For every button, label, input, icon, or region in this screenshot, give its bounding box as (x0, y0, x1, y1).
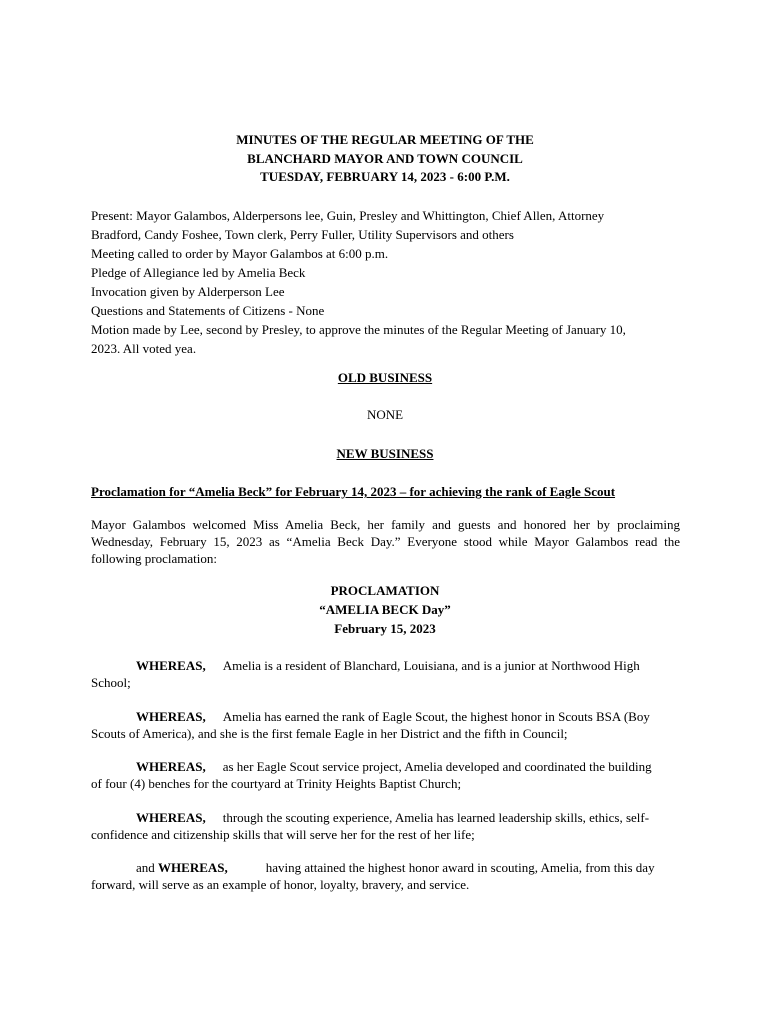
questions-line: Questions and Statements of Citizens - None (91, 303, 325, 318)
proclamation-date: February 15, 2023 (334, 621, 436, 636)
whereas-text: as her Eagle Scout service project, Amelia developed and coordinated the building (222, 759, 652, 774)
called-to-order: Meeting called to order by Mayor Galambos at 6:00 p.m. (91, 246, 389, 261)
whereas-text-continued: confidence and citizenship skills that will serve her for the rest of her life; (91, 827, 475, 842)
minutes-header (0, 131, 770, 187)
whereas-text: having attained the highest honor award in scouting, Amelia, from this day (265, 860, 655, 875)
header-line-3: TUESDAY, FEBRUARY 14, 2023 - 6:00 P.M. (260, 169, 510, 184)
proclamation-subtitle: “AMELIA BECK Day” (319, 602, 451, 617)
whereas-text-continued: Scouts of America), and she is the first female Eagle in her District and the fifth in Council; (91, 726, 568, 741)
proclamation-heading (0, 581, 770, 638)
header-line-1: MINUTES OF THE REGULAR MEETING OF THE (236, 132, 534, 147)
whereas-clause (91, 809, 680, 843)
whereas-clause (91, 758, 680, 792)
present-line-2: Bradford, Candy Foshee, Town clerk, Perry Fuller, Utility Supervisors and others (91, 227, 514, 242)
header-line-2: BLANCHARD MAYOR AND TOWN COUNCIL (247, 150, 523, 166)
whereas-lead-word: and (136, 860, 155, 875)
whereas-text: through the scouting experience, Amelia has learned leadership skills, ethics, self- (222, 810, 650, 825)
new-business-heading: NEW BUSINESS (336, 446, 434, 461)
minutes-opening (91, 206, 691, 358)
pledge-line: Pledge of Allegiance led by Amelia Beck (91, 265, 306, 280)
whereas-keyword: WHEREAS, (136, 658, 206, 673)
whereas-keyword: WHEREAS, (158, 860, 228, 875)
whereas-keyword: WHEREAS, (136, 759, 206, 774)
old-business-heading: OLD BUSINESS (337, 370, 433, 385)
whereas-clause (91, 859, 680, 893)
new-business-intro: Mayor Galambos welcomed Miss Amelia Beck, her family and guests and honored her by proclaiming Wednesday, February 15, 2023 as “Amelia Beck Day.” Everyone stood while Mayor Galambos read the following proclamation: (91, 517, 680, 566)
old-business-content: NONE (366, 407, 404, 422)
present-line-1: Present: Mayor Galambos, Alderpersons lee, Guin, Presley and Whittington, Chief Allen, Attorney (91, 208, 605, 223)
invocation-line: Invocation given by Alderperson Lee (91, 284, 285, 299)
whereas-text: Amelia has earned the rank of Eagle Scout, the highest honor in Scouts BSA (Boy (222, 709, 650, 724)
whereas-keyword: WHEREAS, (136, 709, 206, 724)
motion-line-1: Motion made by Lee, second by Presley, to approve the minutes of the Regular Meeting of January 10, (91, 322, 626, 337)
whereas-text-continued: forward, will serve as an example of honor, loyalty, bravery, and service. (91, 877, 470, 892)
proclamation-item-title: Proclamation for “Amelia Beck” for February 14, 2023 – for achieving the rank of Eagle Scout (91, 484, 616, 499)
proclamation-title: PROCLAMATION (330, 583, 440, 598)
whereas-clause (91, 657, 680, 691)
whereas-text-continued: of four (4) benches for the courtyard at Trinity Heights Baptist Church; (91, 776, 462, 791)
whereas-text-continued: School; (91, 675, 131, 690)
whereas-clause (91, 708, 680, 742)
whereas-keyword: WHEREAS, (136, 810, 206, 825)
whereas-text: Amelia is a resident of Blanchard, Louisiana, and is a junior at Northwood High (222, 658, 640, 673)
motion-line-2: 2023. All voted yea. (91, 341, 197, 356)
